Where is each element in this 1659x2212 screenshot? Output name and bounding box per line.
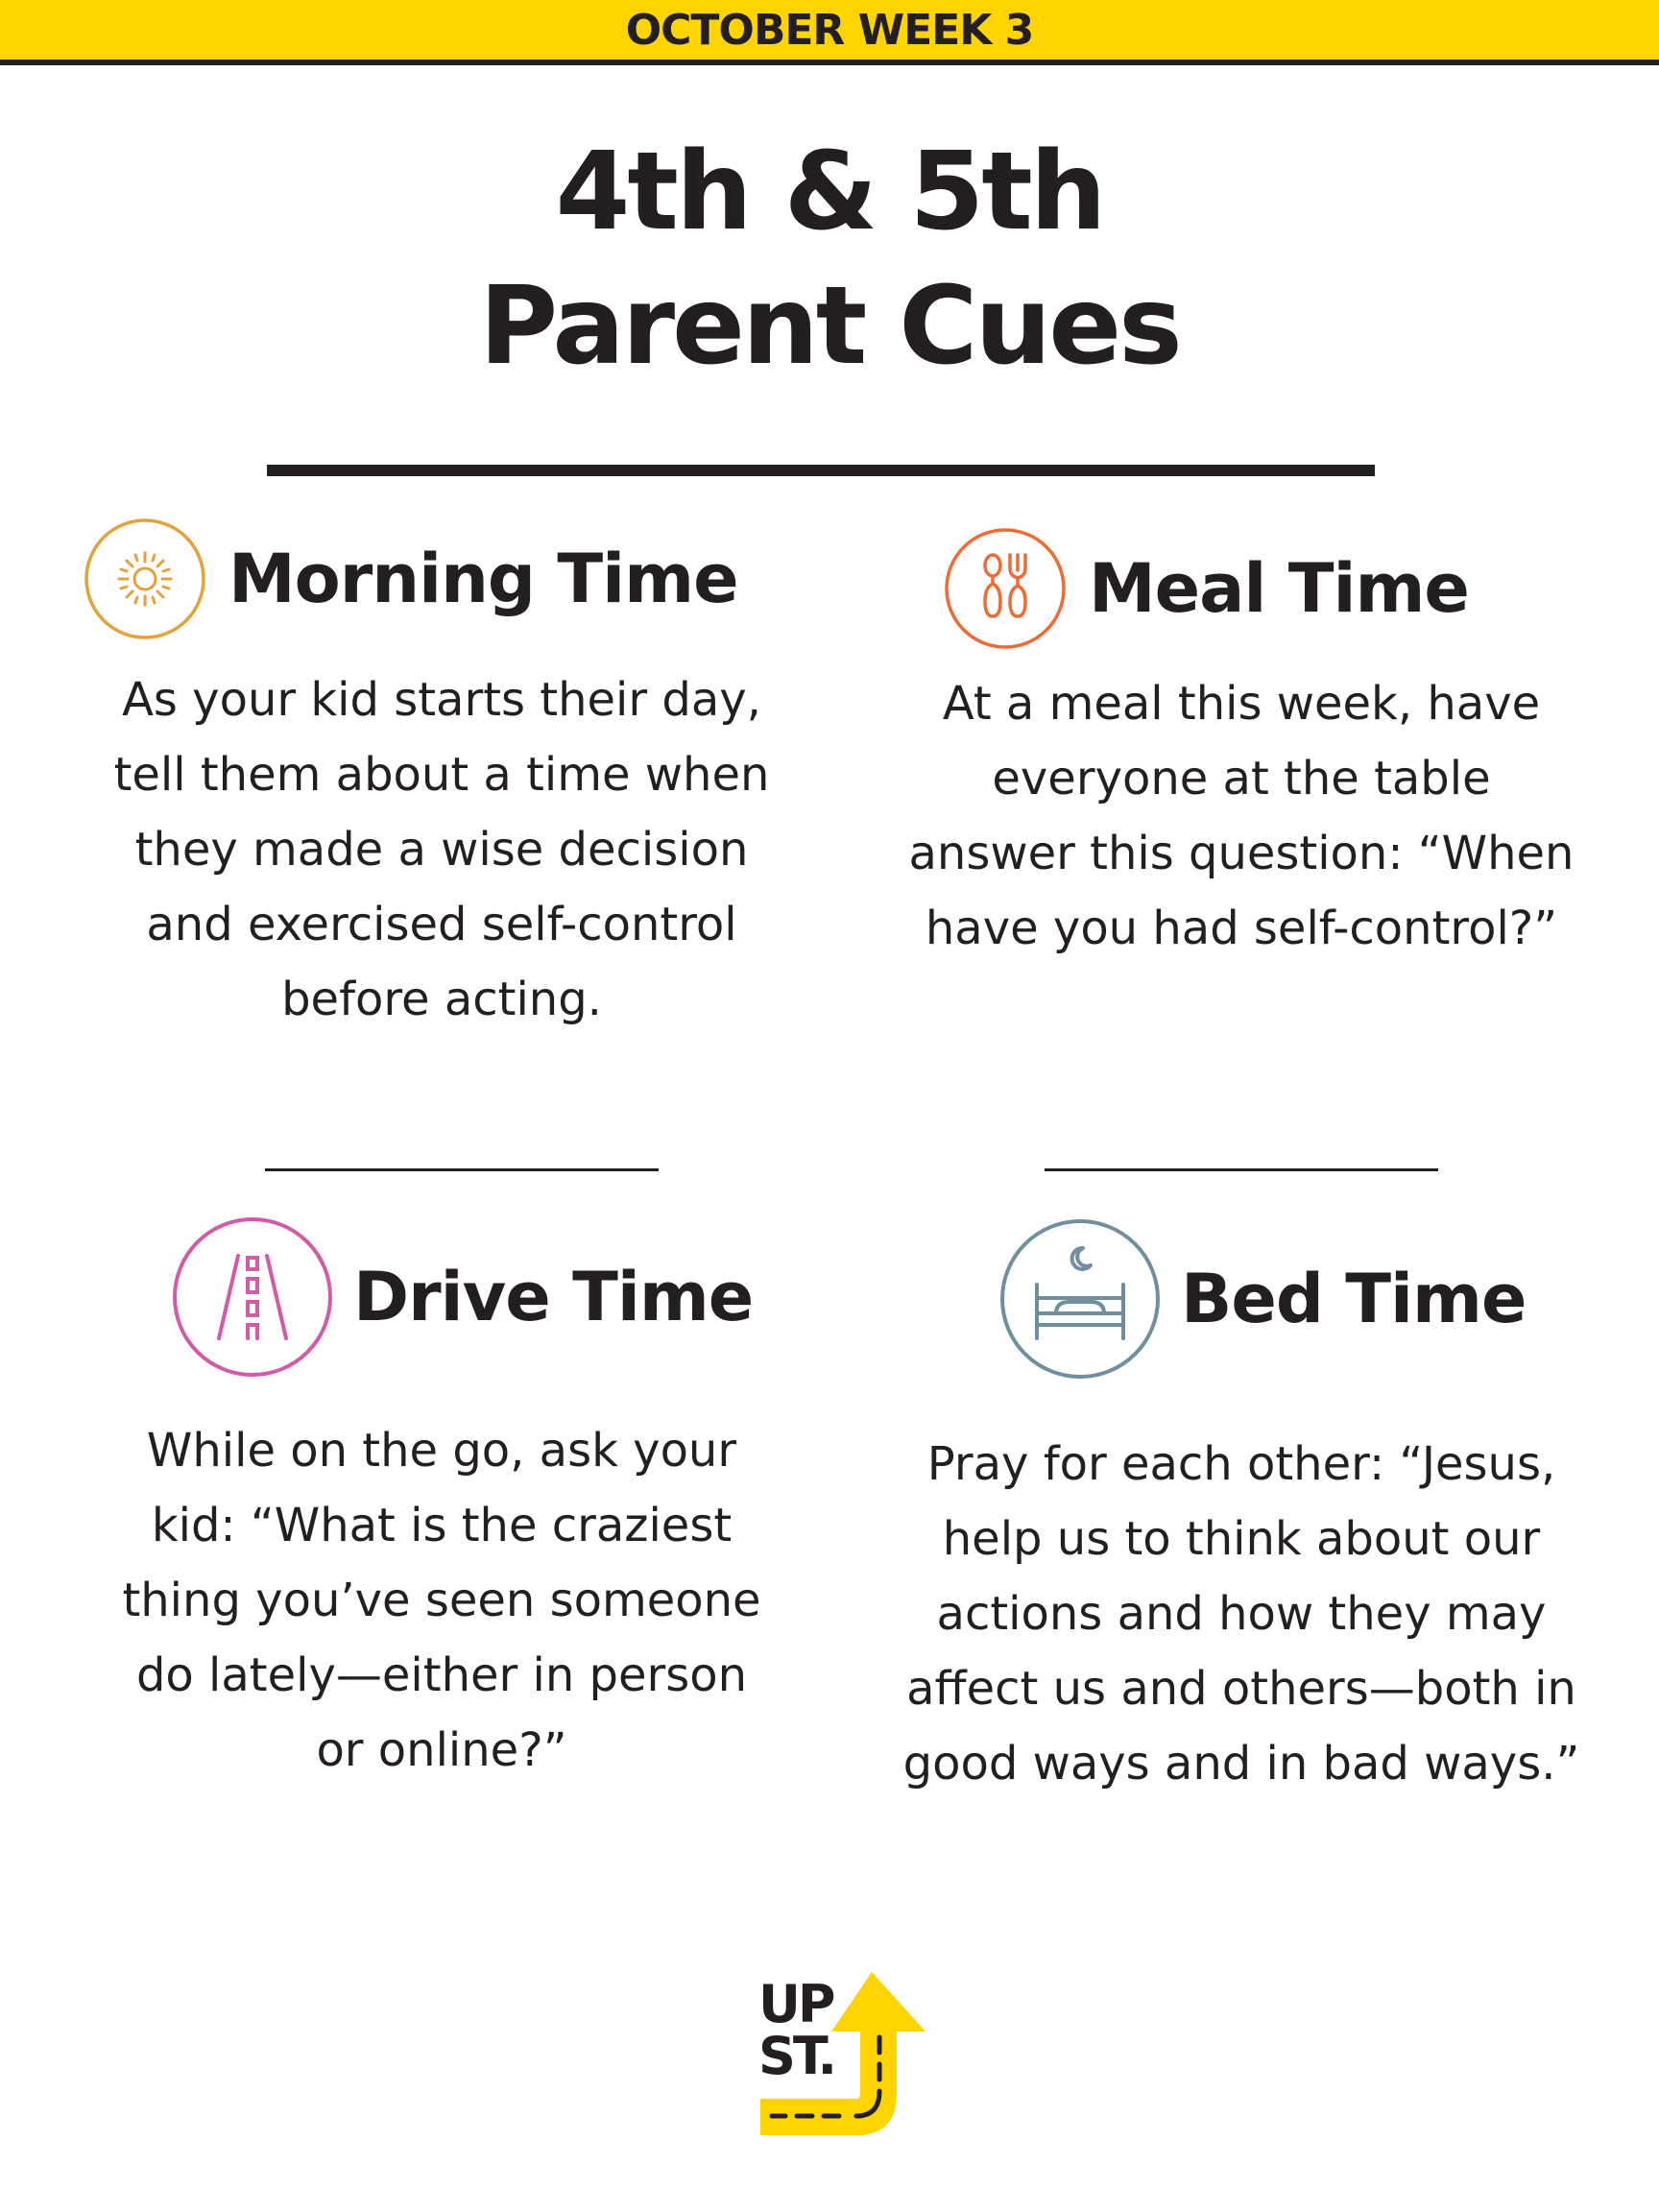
drive-time-title: Drive Time bbox=[353, 1258, 754, 1336]
drive-line-2: kid: “What is the craziest bbox=[151, 1499, 733, 1552]
morning-time-text bbox=[58, 662, 826, 1037]
bed-line-2: help us to think about our bbox=[942, 1512, 1541, 1566]
morning-line-3: they made a wise decision bbox=[134, 823, 749, 877]
logo-text-up: UP bbox=[758, 1974, 833, 2034]
week-banner bbox=[0, 0, 1659, 65]
sun-icon bbox=[81, 515, 209, 643]
utensils-icon bbox=[941, 524, 1070, 653]
bed-moon-icon bbox=[998, 1217, 1162, 1381]
morning-time-heading bbox=[81, 515, 738, 643]
drive-line-3: thing you’ve seen someone bbox=[122, 1574, 761, 1627]
morning-line-1: As your kid starts their day, bbox=[122, 673, 761, 727]
drive-line-5: or online?” bbox=[316, 1723, 567, 1777]
meal-line-2: everyone at the table bbox=[992, 752, 1491, 805]
meal-time-text bbox=[857, 666, 1625, 966]
bed-time-title: Bed Time bbox=[1181, 1260, 1527, 1338]
divider-right bbox=[1045, 1168, 1438, 1171]
upstreet-logo bbox=[757, 1972, 929, 2141]
meal-line-3: answer this question: “When bbox=[908, 827, 1575, 880]
drive-time-heading bbox=[171, 1215, 753, 1379]
title-divider bbox=[267, 465, 1375, 476]
logo-text-st: ST. bbox=[758, 2026, 835, 2086]
morning-line-4: and exercised self-control bbox=[146, 898, 737, 951]
morning-time-title: Morning Time bbox=[228, 540, 738, 618]
road-icon bbox=[171, 1215, 334, 1379]
drive-time-text bbox=[58, 1413, 826, 1788]
bed-time-text bbox=[857, 1427, 1625, 1801]
meal-line-4: have you had self-control?” bbox=[925, 902, 1558, 955]
bed-time-heading bbox=[998, 1217, 1526, 1381]
morning-line-5: before acting. bbox=[281, 973, 602, 1026]
meal-line-1: At a meal this week, have bbox=[942, 677, 1541, 731]
bed-line-4: affect us and others—both in bbox=[906, 1662, 1576, 1716]
page-title bbox=[0, 125, 1659, 394]
bed-line-5: good ways and in bad ways.” bbox=[902, 1737, 1580, 1791]
meal-time-heading bbox=[941, 524, 1469, 653]
page-title-line-2: Parent Cues bbox=[479, 264, 1180, 389]
meal-time-title: Meal Time bbox=[1089, 549, 1469, 628]
morning-line-2: tell them about a time when bbox=[113, 748, 770, 802]
page-title-line-1: 4th & 5th bbox=[555, 130, 1104, 254]
bed-line-3: actions and how they may bbox=[936, 1587, 1547, 1641]
drive-line-1: While on the go, ask your bbox=[146, 1424, 737, 1478]
bed-line-1: Pray for each other: “Jesus, bbox=[926, 1437, 1556, 1491]
drive-line-4: do lately—either in person bbox=[135, 1648, 748, 1702]
divider-left bbox=[265, 1168, 659, 1171]
week-banner-text: OCTOBER WEEK 3 bbox=[625, 5, 1034, 55]
